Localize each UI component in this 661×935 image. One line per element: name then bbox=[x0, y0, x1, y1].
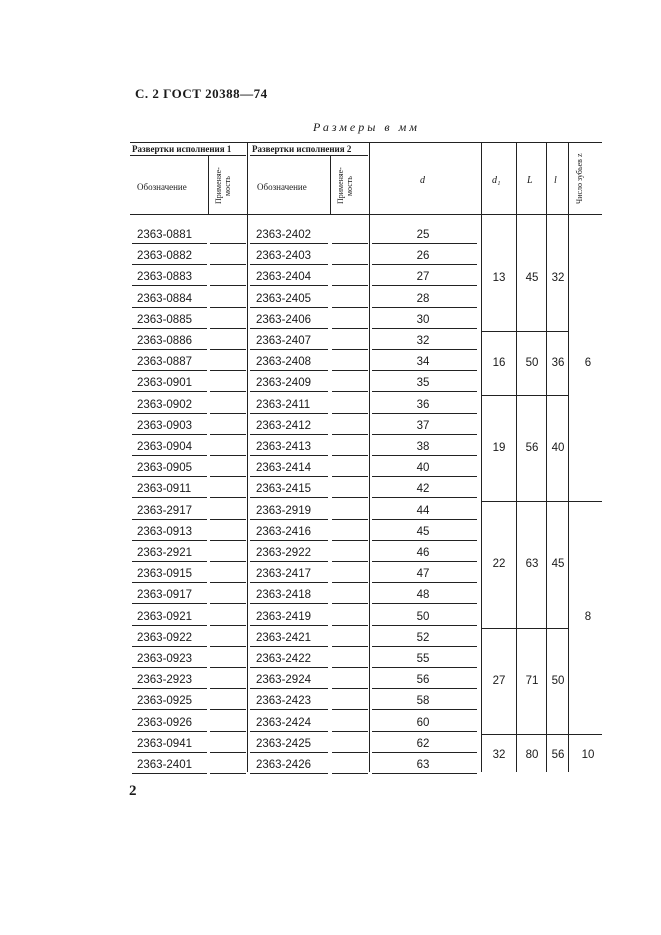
row-rule bbox=[372, 476, 477, 477]
teeth-rule bbox=[569, 501, 602, 502]
group-rule bbox=[482, 501, 568, 502]
teeth-rule bbox=[569, 734, 602, 735]
designation-v2: 2363-2418 bbox=[256, 589, 311, 602]
row-rule bbox=[250, 773, 328, 774]
diameter-d: 44 bbox=[416, 504, 430, 517]
row-rule bbox=[210, 328, 246, 329]
group2-header: Развертки исполнения 2 bbox=[252, 144, 352, 154]
group-rule bbox=[482, 734, 568, 735]
row-rule bbox=[372, 540, 477, 541]
designation-v1: 2363-0941 bbox=[137, 737, 192, 750]
row-rule bbox=[332, 519, 368, 520]
group-rule bbox=[482, 331, 568, 332]
row-rule bbox=[210, 731, 246, 732]
row-rule bbox=[132, 285, 207, 286]
row-rule bbox=[332, 264, 368, 265]
row-rule bbox=[372, 519, 477, 520]
group-l: 40 bbox=[551, 441, 565, 454]
row-rule bbox=[210, 476, 246, 477]
group-l: 56 bbox=[551, 749, 565, 761]
row-rule bbox=[132, 540, 207, 541]
row-rule bbox=[250, 497, 328, 498]
row-rule bbox=[210, 391, 246, 392]
group-l: 50 bbox=[551, 674, 565, 687]
d1-header: d₁ bbox=[492, 175, 501, 186]
row-rule bbox=[132, 370, 207, 371]
row-rule bbox=[372, 264, 477, 265]
group1-header: Развертки исполнения 1 bbox=[132, 144, 232, 154]
diameter-d: 63 bbox=[416, 759, 430, 771]
designation-v1: 2363-0911 bbox=[137, 483, 192, 496]
teeth-count: 6 bbox=[584, 356, 592, 369]
designation-v1: 2363-0922 bbox=[137, 631, 192, 644]
row-rule bbox=[372, 582, 477, 583]
diameter-d: 42 bbox=[416, 483, 430, 496]
applicability-header-1: Применяе-мость bbox=[214, 167, 232, 205]
row-rule bbox=[250, 391, 328, 392]
row-rule bbox=[132, 709, 207, 710]
diameter-d: 28 bbox=[416, 292, 430, 305]
L-header: L bbox=[527, 175, 533, 186]
designation-v2: 2363-2419 bbox=[256, 610, 311, 623]
col-sep-e bbox=[481, 142, 482, 772]
designation-v1: 2363-0903 bbox=[137, 419, 192, 432]
col-sep-g bbox=[546, 142, 547, 772]
row-rule bbox=[332, 391, 368, 392]
row-rule bbox=[332, 307, 368, 308]
row-rule bbox=[210, 752, 246, 753]
row-rule bbox=[250, 667, 328, 668]
diameter-d: 58 bbox=[416, 695, 430, 708]
row-rule bbox=[210, 264, 246, 265]
designation-v2: 2363-2924 bbox=[256, 674, 311, 687]
row-rule bbox=[210, 561, 246, 562]
designation-v1: 2363-0884 bbox=[137, 292, 192, 305]
designation-v2: 2363-2412 bbox=[256, 419, 311, 432]
d-header: d bbox=[420, 175, 425, 186]
designation-v1: 2363-2921 bbox=[137, 547, 192, 559]
table-caption: Размеры в мм bbox=[313, 120, 420, 134]
designation-v2: 2363-2415 bbox=[256, 483, 311, 496]
diameter-d: 45 bbox=[416, 525, 430, 538]
row-rule bbox=[332, 688, 368, 689]
diameter-d: 46 bbox=[416, 547, 430, 559]
designation-v1: 2363-2917 bbox=[137, 504, 192, 517]
designation-v1: 2363-0925 bbox=[137, 695, 192, 708]
row-rule bbox=[132, 434, 207, 435]
row-rule bbox=[332, 752, 368, 753]
header-subrule-2 bbox=[250, 155, 368, 156]
designation-v2: 2363-2404 bbox=[256, 271, 311, 284]
row-rule bbox=[372, 752, 477, 753]
row-rule bbox=[250, 603, 328, 604]
diameter-d: 34 bbox=[416, 356, 430, 369]
group-L: 63 bbox=[525, 558, 539, 571]
row-rule bbox=[132, 646, 207, 647]
diameter-d: 30 bbox=[416, 313, 430, 326]
row-rule bbox=[132, 328, 207, 329]
group-l: 36 bbox=[551, 356, 565, 369]
row-rule bbox=[210, 773, 246, 774]
row-rule bbox=[250, 519, 328, 520]
row-rule bbox=[132, 519, 207, 520]
row-rule bbox=[210, 540, 246, 541]
l-header: l bbox=[554, 175, 557, 186]
row-rule bbox=[132, 773, 207, 774]
row-rule bbox=[210, 349, 246, 350]
designation-v1: 2363-0901 bbox=[137, 377, 192, 390]
designation-v1: 2363-0923 bbox=[137, 653, 192, 665]
diameter-d: 55 bbox=[416, 653, 430, 665]
teeth-count-header: Число зубьев z bbox=[575, 153, 584, 205]
designation-v2: 2363-2422 bbox=[256, 653, 311, 665]
row-rule bbox=[332, 603, 368, 604]
row-rule bbox=[210, 709, 246, 710]
row-rule bbox=[332, 476, 368, 477]
group-L: 80 bbox=[525, 749, 539, 761]
page-header: С. 2 ГОСТ 20388—74 bbox=[135, 86, 268, 101]
group-d1: 32 bbox=[492, 749, 506, 761]
designation-v1: 2363-0887 bbox=[137, 356, 192, 369]
group-d1: 27 bbox=[492, 674, 506, 687]
row-rule bbox=[372, 455, 477, 456]
group-L: 56 bbox=[525, 441, 539, 454]
group-l: 45 bbox=[551, 558, 565, 571]
row-rule bbox=[250, 349, 328, 350]
row-rule bbox=[132, 497, 207, 498]
diameter-d: 35 bbox=[416, 377, 430, 390]
designation-v1: 2363-0905 bbox=[137, 462, 192, 475]
diameter-d: 26 bbox=[416, 250, 430, 263]
row-rule bbox=[332, 349, 368, 350]
row-rule bbox=[372, 709, 477, 710]
designation-v1: 2363-0921 bbox=[137, 610, 192, 623]
row-rule bbox=[372, 646, 477, 647]
row-rule bbox=[332, 709, 368, 710]
group-L: 45 bbox=[525, 272, 539, 284]
designation-v2: 2363-2424 bbox=[256, 716, 311, 729]
designation-v2: 2363-2411 bbox=[256, 398, 311, 411]
designation-v2: 2363-2416 bbox=[256, 525, 311, 538]
row-rule bbox=[250, 264, 328, 265]
row-rule bbox=[250, 752, 328, 753]
row-rule bbox=[332, 646, 368, 647]
row-rule bbox=[250, 370, 328, 371]
row-rule bbox=[372, 285, 477, 286]
designation-v1: 2363-0882 bbox=[137, 250, 192, 263]
designation-v1: 2363-2923 bbox=[137, 674, 192, 687]
row-rule bbox=[372, 667, 477, 668]
row-rule bbox=[210, 646, 246, 647]
row-rule bbox=[210, 582, 246, 583]
row-rule bbox=[210, 434, 246, 435]
header-bottom-rule bbox=[130, 214, 602, 215]
row-rule bbox=[332, 540, 368, 541]
designation-v2: 2363-2409 bbox=[256, 377, 311, 390]
designation-v2: 2363-2421 bbox=[256, 631, 311, 644]
designation-header-2: Обозначение bbox=[257, 182, 307, 192]
row-rule bbox=[372, 497, 477, 498]
row-rule bbox=[132, 582, 207, 583]
designation-v2: 2363-2405 bbox=[256, 292, 311, 305]
row-rule bbox=[332, 497, 368, 498]
group-rule bbox=[482, 628, 568, 629]
table-top-rule bbox=[130, 142, 602, 143]
row-rule bbox=[210, 370, 246, 371]
row-rule bbox=[372, 731, 477, 732]
diameter-d: 56 bbox=[416, 674, 430, 687]
row-rule bbox=[132, 391, 207, 392]
row-rule bbox=[132, 561, 207, 562]
group-d1: 13 bbox=[492, 272, 506, 284]
designation-v2: 2363-2417 bbox=[256, 568, 311, 581]
row-rule bbox=[372, 370, 477, 371]
row-rule bbox=[132, 264, 207, 265]
row-rule bbox=[210, 519, 246, 520]
row-rule bbox=[132, 688, 207, 689]
designation-v2: 2363-2403 bbox=[256, 250, 311, 263]
row-rule bbox=[132, 243, 207, 244]
row-rule bbox=[372, 688, 477, 689]
diameter-d: 48 bbox=[416, 589, 430, 602]
designation-v2: 2363-2414 bbox=[256, 462, 311, 475]
group-d1: 22 bbox=[492, 558, 506, 571]
col-sep-f bbox=[516, 142, 517, 772]
designation-v2: 2363-2407 bbox=[256, 335, 311, 347]
row-rule bbox=[372, 434, 477, 435]
row-rule bbox=[332, 625, 368, 626]
row-rule bbox=[372, 603, 477, 604]
designation-v2: 2363-2406 bbox=[256, 313, 311, 326]
row-rule bbox=[372, 561, 477, 562]
row-rule bbox=[250, 285, 328, 286]
col-sep-c bbox=[330, 156, 331, 214]
designation-v1: 2363-0886 bbox=[137, 335, 192, 347]
group-d1: 19 bbox=[492, 441, 506, 454]
header-subrule-1 bbox=[130, 155, 246, 156]
designation-v1: 2363-0883 bbox=[137, 271, 192, 284]
row-rule bbox=[250, 328, 328, 329]
row-rule bbox=[372, 243, 477, 244]
diameter-d: 38 bbox=[416, 441, 430, 453]
row-rule bbox=[332, 731, 368, 732]
designation-v1: 2363-0917 bbox=[137, 589, 192, 602]
row-rule bbox=[132, 667, 207, 668]
applicability-header-2: Применяе-мость bbox=[336, 167, 354, 205]
designation-v1: 2363-0926 bbox=[137, 716, 192, 729]
group-L: 50 bbox=[525, 356, 539, 369]
row-rule bbox=[332, 455, 368, 456]
group-rule bbox=[482, 395, 568, 396]
diameter-d: 36 bbox=[416, 398, 430, 411]
designation-v1: 2363-0915 bbox=[137, 568, 192, 581]
diameter-d: 62 bbox=[416, 737, 430, 750]
col-sep-b bbox=[247, 142, 248, 772]
row-rule bbox=[210, 307, 246, 308]
col-sep-a bbox=[208, 156, 209, 214]
row-rule bbox=[250, 582, 328, 583]
row-rule bbox=[332, 328, 368, 329]
row-rule bbox=[372, 773, 477, 774]
row-rule bbox=[132, 731, 207, 732]
row-rule bbox=[372, 307, 477, 308]
group-L: 71 bbox=[525, 674, 539, 687]
row-rule bbox=[250, 243, 328, 244]
row-rule bbox=[132, 455, 207, 456]
row-rule bbox=[132, 625, 207, 626]
row-rule bbox=[372, 349, 477, 350]
col-sep-h bbox=[568, 142, 569, 772]
diameter-d: 37 bbox=[416, 419, 430, 432]
diameter-d: 40 bbox=[416, 462, 430, 475]
row-rule bbox=[332, 413, 368, 414]
row-rule bbox=[250, 561, 328, 562]
group-d1: 16 bbox=[492, 356, 506, 369]
teeth-count: 8 bbox=[584, 611, 592, 624]
row-rule bbox=[210, 243, 246, 244]
row-rule bbox=[372, 625, 477, 626]
diameter-d: 50 bbox=[416, 610, 430, 623]
row-rule bbox=[332, 561, 368, 562]
row-rule bbox=[250, 540, 328, 541]
row-rule bbox=[250, 307, 328, 308]
row-rule bbox=[210, 497, 246, 498]
row-rule bbox=[250, 625, 328, 626]
designation-v1: 2363-0902 bbox=[137, 398, 192, 411]
designation-v1: 2363-2401 bbox=[137, 759, 192, 771]
page-number: 2 bbox=[129, 783, 137, 799]
row-rule bbox=[372, 413, 477, 414]
row-rule bbox=[132, 413, 207, 414]
diameter-d: 25 bbox=[416, 229, 430, 241]
group-l: 32 bbox=[551, 272, 565, 284]
row-rule bbox=[250, 709, 328, 710]
row-rule bbox=[210, 413, 246, 414]
designation-v2: 2363-2426 bbox=[256, 759, 311, 771]
row-rule bbox=[210, 285, 246, 286]
row-rule bbox=[210, 688, 246, 689]
row-rule bbox=[132, 307, 207, 308]
row-rule bbox=[210, 625, 246, 626]
row-rule bbox=[132, 476, 207, 477]
row-rule bbox=[332, 773, 368, 774]
row-rule bbox=[332, 370, 368, 371]
designation-header-1: Обозначение bbox=[137, 182, 187, 192]
designation-v2: 2363-2413 bbox=[256, 441, 311, 453]
teeth-count: 10 bbox=[581, 749, 595, 761]
designation-v1: 2363-0904 bbox=[137, 441, 192, 453]
diameter-d: 47 bbox=[416, 568, 430, 581]
row-rule bbox=[372, 391, 477, 392]
row-rule bbox=[210, 603, 246, 604]
row-rule bbox=[332, 434, 368, 435]
row-rule bbox=[250, 688, 328, 689]
row-rule bbox=[132, 752, 207, 753]
row-rule bbox=[250, 731, 328, 732]
designation-v2: 2363-2922 bbox=[256, 547, 311, 559]
row-rule bbox=[332, 667, 368, 668]
designation-v2: 2363-2919 bbox=[256, 504, 311, 517]
row-rule bbox=[332, 582, 368, 583]
diameter-d: 32 bbox=[416, 335, 430, 347]
diameter-d: 60 bbox=[416, 716, 430, 729]
row-rule bbox=[372, 328, 477, 329]
row-rule bbox=[132, 349, 207, 350]
designation-v2: 2363-2402 bbox=[256, 229, 311, 241]
row-rule bbox=[210, 455, 246, 456]
row-rule bbox=[210, 667, 246, 668]
designation-v1: 2363-0913 bbox=[137, 525, 192, 538]
col-sep-d bbox=[369, 142, 370, 772]
designation-v2: 2363-2423 bbox=[256, 695, 311, 708]
designation-v2: 2363-2408 bbox=[256, 356, 311, 369]
row-rule bbox=[332, 243, 368, 244]
designation-v1: 2363-0881 bbox=[137, 229, 192, 241]
row-rule bbox=[250, 455, 328, 456]
row-rule bbox=[332, 285, 368, 286]
designation-v2: 2363-2425 bbox=[256, 737, 311, 750]
row-rule bbox=[250, 476, 328, 477]
row-rule bbox=[250, 646, 328, 647]
diameter-d: 27 bbox=[416, 271, 430, 284]
row-rule bbox=[250, 413, 328, 414]
designation-v1: 2363-0885 bbox=[137, 313, 192, 326]
diameter-d: 52 bbox=[416, 631, 430, 644]
row-rule bbox=[250, 434, 328, 435]
row-rule bbox=[132, 603, 207, 604]
